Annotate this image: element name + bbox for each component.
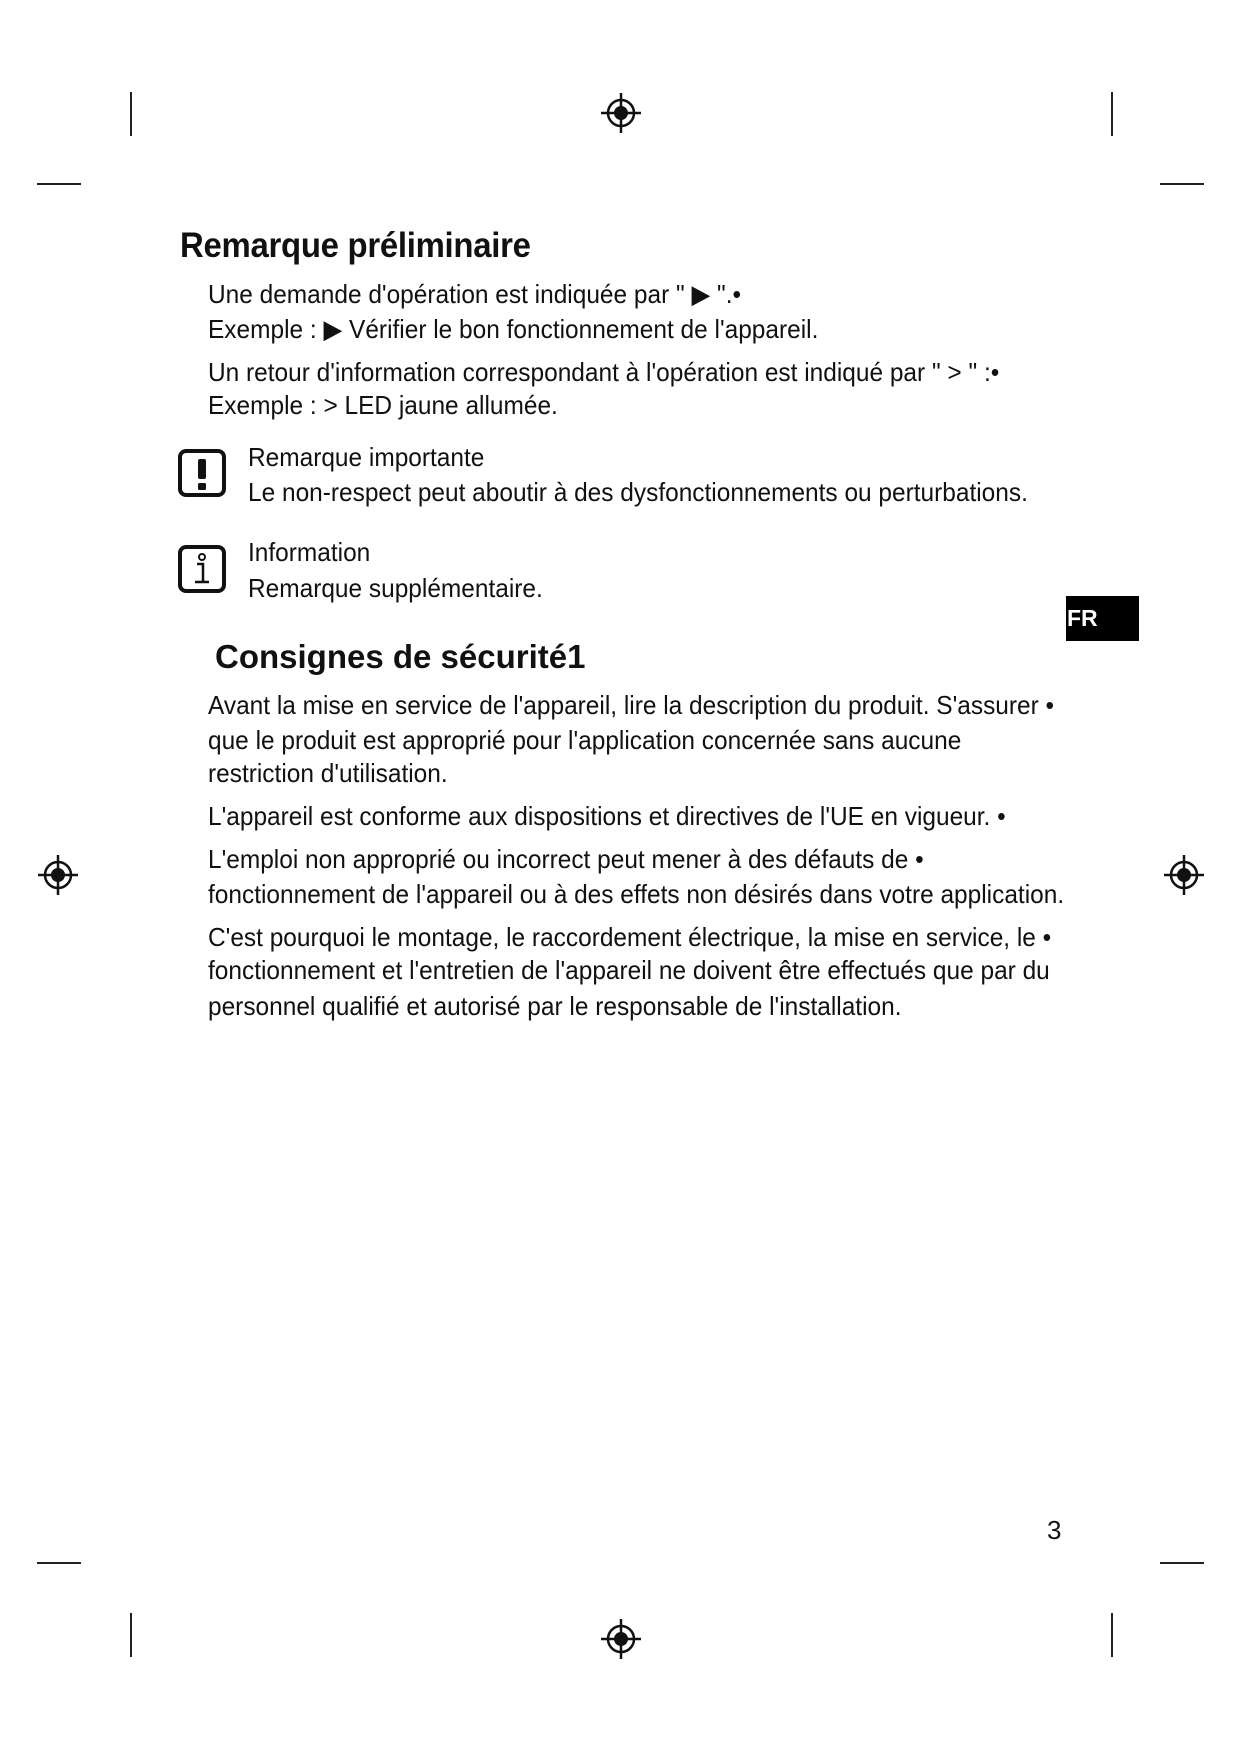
language-tab: FR xyxy=(1066,596,1139,641)
important-text: Le non-respect peut aboutir à des dysfonctionnements ou perturbations. xyxy=(248,477,1028,507)
safety-line: fonctionnement de l'appareil ou à des effets non désirés dans votre application. xyxy=(208,879,1065,909)
safety-line: restriction d'utilisation. xyxy=(208,758,448,788)
info-text: Remarque supplémentaire. xyxy=(248,573,543,603)
crop-mark-top-right xyxy=(1111,92,1113,136)
safety-line: que le produit est approprié pour l'application concernée sans aucune xyxy=(208,725,962,755)
crop-mark-bottom-right xyxy=(1111,1613,1113,1657)
preliminary-line: Exemple : ▶ Vérifier le bon fonctionnement de l'appareil. xyxy=(208,314,819,344)
preliminary-line: Un retour d'information correspondant à l'opération est indiqué par " > " :• xyxy=(208,357,1000,387)
registration-mark-icon xyxy=(599,1617,643,1661)
page-number: 3 xyxy=(1047,1515,1062,1545)
section-title-safety: Consignes de sécurité1 xyxy=(215,638,586,675)
crop-mark-left-top xyxy=(37,183,81,185)
preliminary-line: Une demande d'opération est indiquée par " ▶ ".• xyxy=(208,279,742,309)
info-title: Information xyxy=(248,537,371,567)
safety-line: C'est pourquoi le montage, le raccordement électrique, la mise en service, le • xyxy=(208,922,1052,952)
registration-mark-icon xyxy=(599,91,643,135)
crop-mark-bottom-left xyxy=(130,1613,132,1657)
exclamation-icon xyxy=(178,449,226,497)
safety-line: fonctionnement et l'entretien de l'appareil ne doivent être effectués que par du xyxy=(208,955,1050,985)
important-title: Remarque importante xyxy=(248,442,485,472)
safety-line: Avant la mise en service de l'appareil, lire la description du produit. S'assurer • xyxy=(208,690,1055,720)
safety-line: L'emploi non approprié ou incorrect peut mener à des défauts de • xyxy=(208,844,924,874)
registration-mark-icon xyxy=(36,853,80,897)
section-title-preliminary: Remarque préliminaire xyxy=(180,226,531,265)
safety-line: L'appareil est conforme aux dispositions et directives de l'UE en vigueur. • xyxy=(208,801,1006,831)
safety-line: personnel qualifié et autorisé par le responsable de l'installation. xyxy=(208,991,902,1021)
crop-mark-left-bottom xyxy=(37,1562,81,1564)
preliminary-line: Exemple : > LED jaune allumée. xyxy=(208,390,558,420)
crop-mark-top-left xyxy=(130,92,132,136)
info-icon xyxy=(178,545,226,593)
crop-mark-right-bottom xyxy=(1160,1562,1204,1564)
registration-mark-icon xyxy=(1162,853,1206,897)
crop-mark-right-top xyxy=(1160,183,1204,185)
